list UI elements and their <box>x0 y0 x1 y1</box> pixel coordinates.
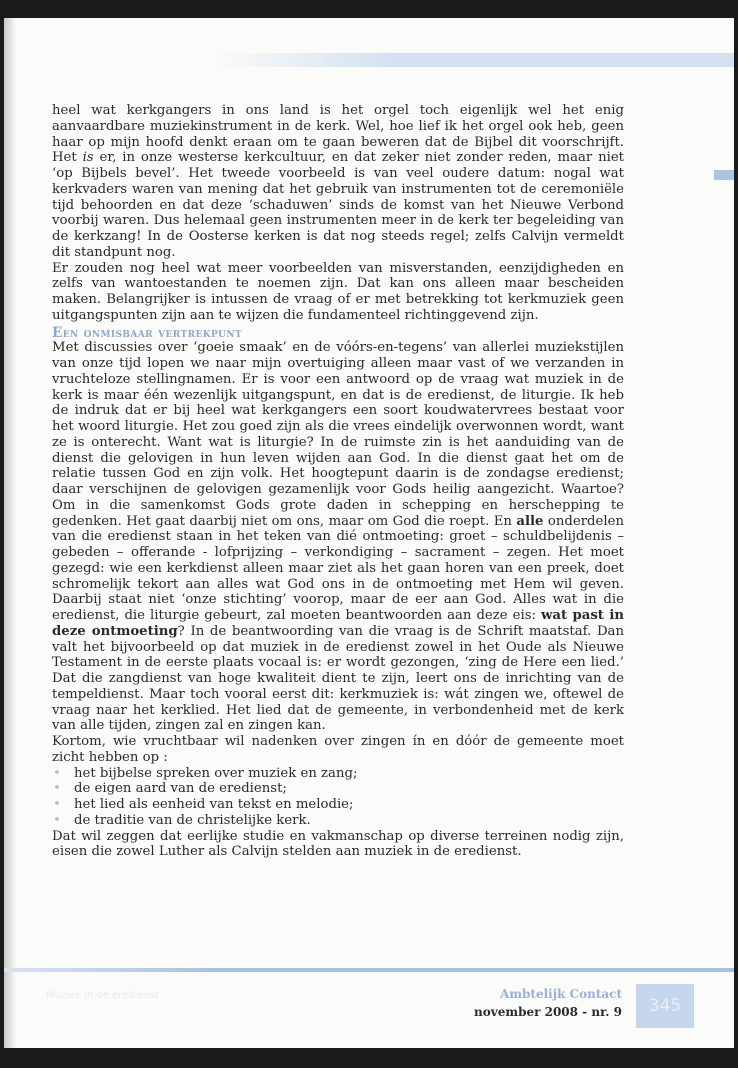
paragraph-organ-examples: heel wat kerkgangers in ons land is het orgel toch eigenlijk wel het enig aanvaardbare muziekinstrument in de kerk. Wel, hoe lief ik het orgel ook heb, geen haar op mijn hoofd denkt eraan om te gaan beweren dat de Bijbel dit voorschrijft. Het is er, in onze westerse kerkcultuur, en dat zeker niet zonder reden, maar niet ‘op Bijbels bevel’. Het tweede voorbeeld is van veel oudere datum: nogal wat kerkvaders waren van mening dat het gebruik van instrumenten tot de ceremoniële tijd behoorden en dat deze ‘schaduwen’ sinds de komst van het Nieuwe Verbond voorbij waren. Dus helemaal geen instrumenten meer in de kerk ter begeleiding van de kerkzang! In de Oosterse kerken is dat nog steeds regel; zelfs Calvijn vermeldt dit standpunt nog. <box>52 103 625 260</box>
paragraph-liturgy: Met discussies over ‘goeie smaak’ en de vóórs-en-tegens’ van allerlei muziekstijlen van onze tijd lopen we naar mijn overtuiging alleen maar vast of we verzanden in vruchteloze stellingnamen. Er is voor een antwoord op de vraag wat muziek in de kerk is maar één wezenlijk uitgangspunt, en dat is de eredienst, de liturgie. Ik heb de indruk dat er bij heel wat kerkgangers een soort koudwatervrees bestaat voor het woord liturgie. Het zou goed zijn als die vrees eindelijk overwonnen wordt, want ze is onterecht. Want wat is liturgie? In de ruimste zin is het aanduiding van de dienst die gelovigen in hun leven wijden aan God. In die dienst gaat het om de relatie tussen God en zijn volk. Het hoogtepunt daarin is de zondagse eredienst; daar verschijnen de gelovigen gezamenlijk voor Gods heilig aangezicht. Waartoe? Om in die samenkomst Gods grote daden in schepping en herschepping te gedenken. Het gaat daarbij niet om ons, maar om God die roept. En alle onderdelen van die eredienst staan in het teken van dié ontmoeting: groet – schuldbelijdenis – gebeden – offerande - lofprijzing – verkondiging – sacrament – zegen. Het moet gezegd: wie een kerkdienst alleen maar ziet als het gaan horen van een preek, doet schromelijk tekort aan alles wat God ons in de ontmoeting met Hem wil geven. Daarbij staat niet ‘onze stichting’ voorop, maar de eer aan God. Alles wat in die eredienst, die liturgie gebeurt, zal moeten beantwoorden aan deze eis: wat past in deze ontmoeting? In de beantwoording van die vraag is de Schrift maatstaf. Dan valt het bijvoorbeeld op dat muziek in de eredienst zowel in het Oude als Nieuwe Testament in de eerste plaats vocaal is: er wordt gezongen, ‘zing de Here een lied.’ Dat die zangdienst van hoge kwaliteit dient te zijn, leert ons de inrichting van de tempeldienst. Maar toch vooral eerst dit: kerkmuziek is: wát zingen we, oftewel de vraag naar het kerklied. Het lied dat de gemeente, in verbondenheid met de kerk van alle tijden, zingen zal en zingen kan. <box>52 340 624 734</box>
page-number: 345 <box>636 984 694 1028</box>
bullet-icon: • <box>53 781 61 797</box>
list-item: • de traditie van de christelijke kerk. <box>53 812 311 828</box>
bullet-list <box>52 766 624 829</box>
issue-label: november 2008 - nr. 9 <box>474 1005 622 1019</box>
footer-accent-band <box>4 968 734 972</box>
emphasis-question: wat past in deze ontmoeting <box>52 608 624 639</box>
list-item: • het lied als eenheid van tekst en melodie; <box>53 797 354 812</box>
magazine-title: Ambtelijk Contact <box>500 987 622 1001</box>
list-item: • de eigen aard van de eredienst; <box>53 781 287 797</box>
paragraph-misunderstandings: Er zouden nog heel wat meer voorbeelden van misverstanden, eenzijdigheden en zelfs van wantoestanden te noemen zijn. Dat kan ons alleen maar bescheiden maken. Belangrijker is intussen de vraag of er met betrekking tot kerkmuziek geen uitgangspunten zijn aan te wijzen die fundamenteel richtinggevend zijn. <box>52 260 624 323</box>
bullet-icon: • <box>53 765 61 781</box>
side-accent-tab <box>714 170 734 180</box>
faded-running-footer: Muziek in de eredienst <box>46 990 160 1001</box>
bullet-icon: • <box>53 797 61 812</box>
section-heading: Een onmisbaar vertrekpunt <box>52 324 243 341</box>
list-item: • het bijbelse spreken over muziek en zang; <box>53 765 358 781</box>
page-binding-shadow <box>4 18 16 1048</box>
paragraph-conclusion-intro: Kortom, wie vruchtbaar wil nadenken over zingen ín en dóór de gemeente moet zicht hebben op : <box>52 734 624 765</box>
emphasis-alle: alle <box>516 513 544 529</box>
top-accent-band <box>214 53 734 67</box>
bullet-icon: • <box>53 812 61 828</box>
magazine-page <box>4 18 734 1048</box>
paragraph-final: Dat wil zeggen dat eerlijke studie en vakmanschap op diverse terreinen nodig zijn, eisen die zowel Luther als Calvijn stelden aan muziek in de eredienst. <box>52 828 624 860</box>
emphasis-is: is <box>82 150 94 166</box>
article-body <box>52 103 624 860</box>
